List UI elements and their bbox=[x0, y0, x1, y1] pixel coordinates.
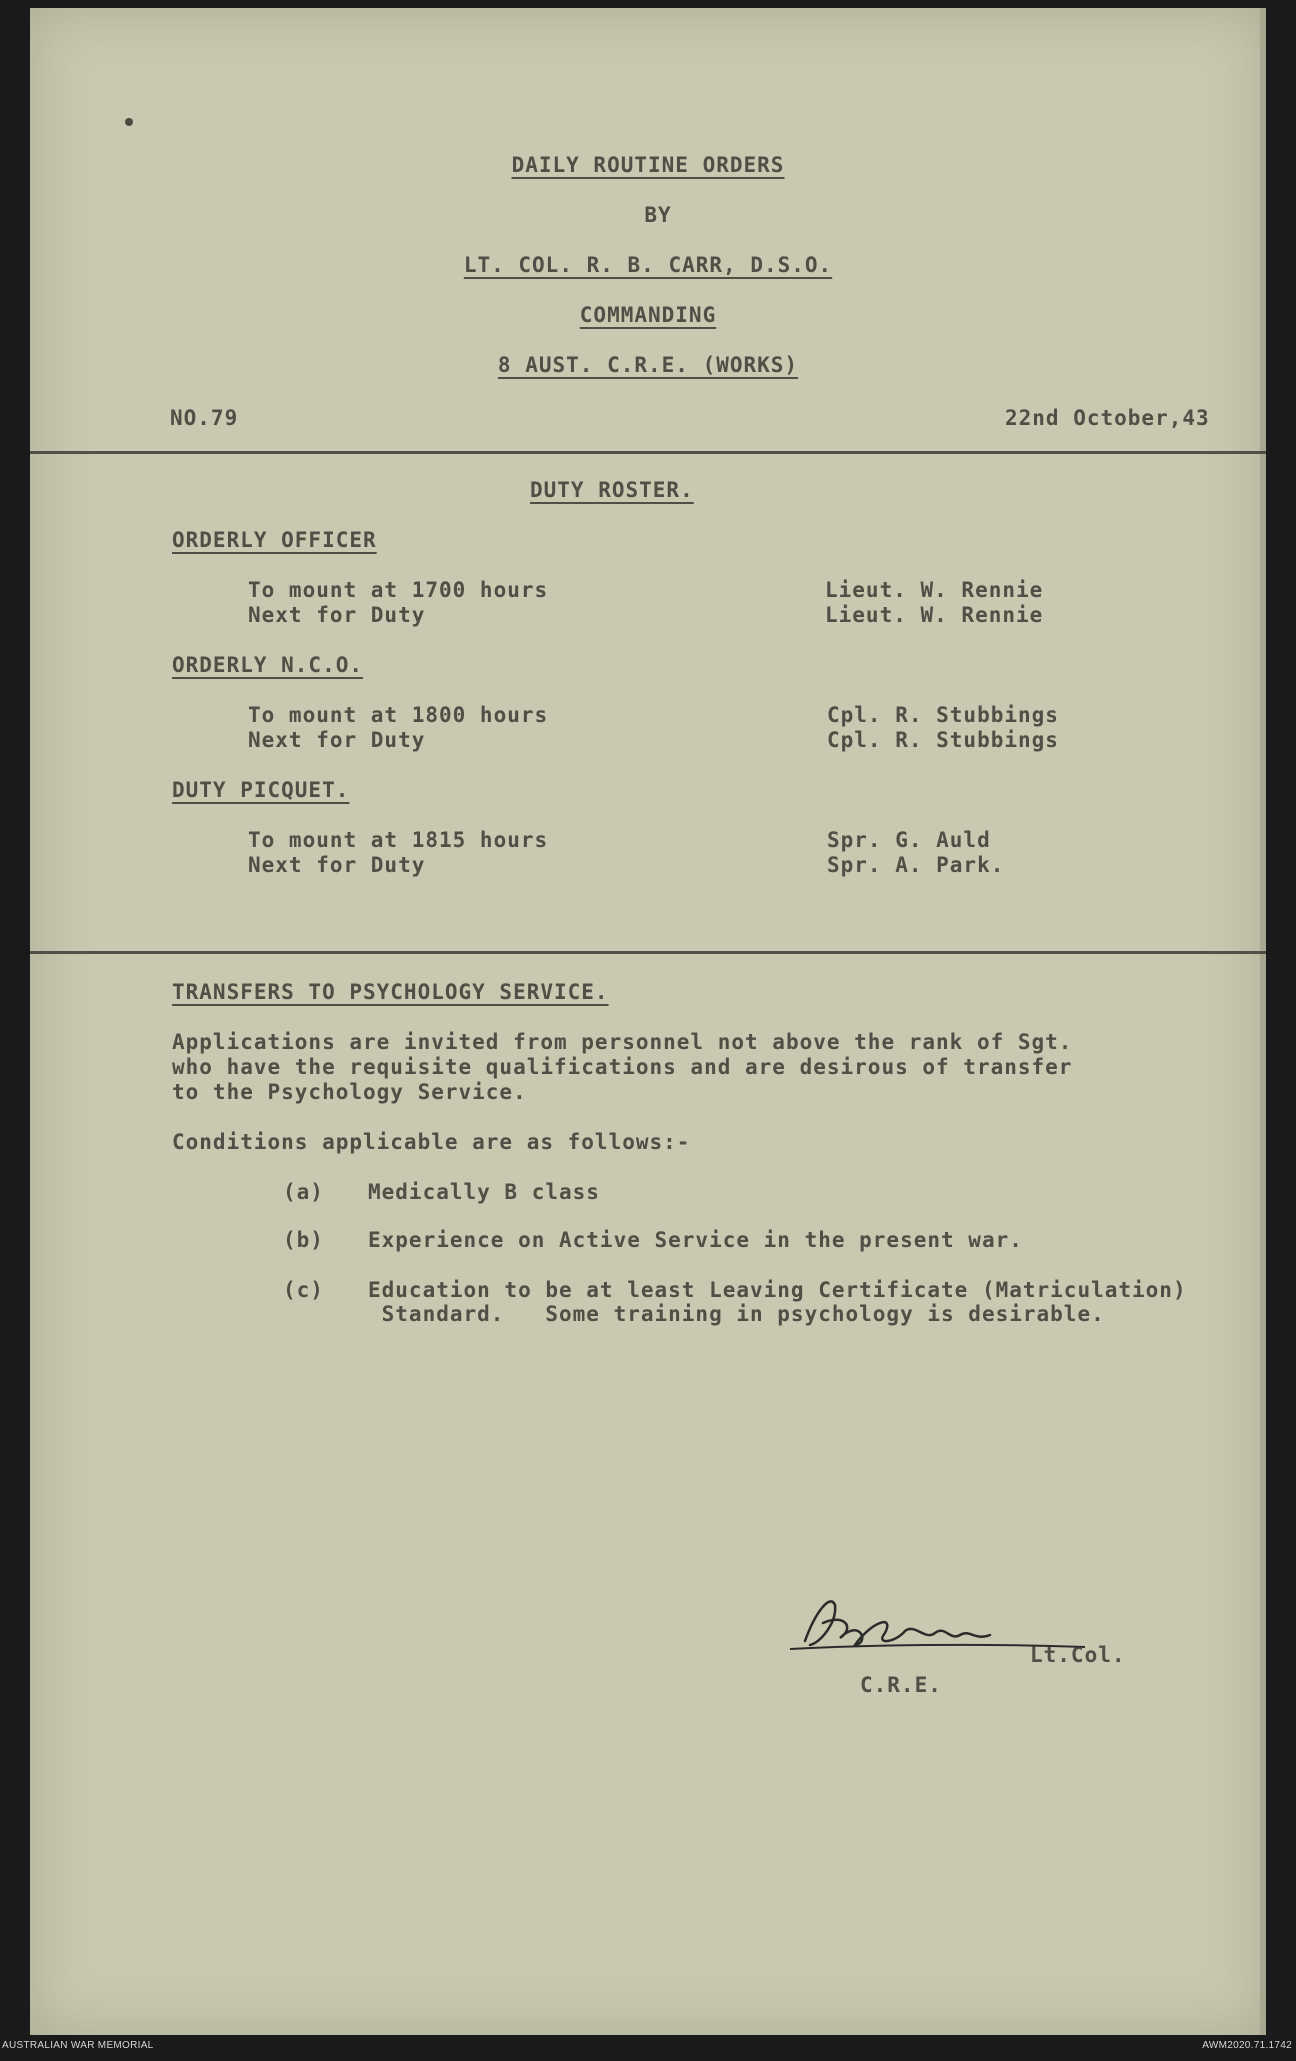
condition-text: Medically B class bbox=[368, 1180, 600, 1204]
duty-roster-title: DUTY ROSTER. bbox=[530, 478, 694, 502]
signatory-rank: Lt.Col. bbox=[1030, 1643, 1126, 1667]
unit-name: 8 AUST. C.R.E. (WORKS) bbox=[497, 353, 799, 377]
by-line: BY bbox=[644, 203, 672, 227]
section-divider bbox=[30, 451, 1266, 454]
roster-name: Cpl. R. Stubbings bbox=[827, 728, 1059, 752]
paragraph-line: Applications are invited from personnel not above the rank of Sgt. bbox=[172, 1030, 1073, 1054]
roster-name: Spr. A. Park. bbox=[827, 853, 1005, 877]
roster-label: To mount at 1815 hours bbox=[248, 828, 549, 852]
order-number: NO.79 bbox=[170, 406, 239, 430]
roster-label: Next for Duty bbox=[248, 853, 426, 877]
document-title: DAILY ROUTINE ORDERS bbox=[511, 153, 785, 177]
signatory-title: C.R.E. bbox=[860, 1673, 942, 1697]
commanding-line: COMMANDING bbox=[579, 303, 717, 327]
order-date: 22nd October,43 bbox=[1005, 406, 1210, 430]
condition-text: Education to be at least Leaving Certificate (Matriculation) bbox=[368, 1278, 1187, 1302]
paragraph-line: who have the requisite qualifications and are desirous of transfer bbox=[172, 1055, 1073, 1079]
roster-name: Lieut. W. Rennie bbox=[825, 603, 1044, 627]
roster-label: To mount at 1800 hours bbox=[248, 703, 549, 727]
roster-label: To mount at 1700 hours bbox=[248, 578, 549, 602]
roster-name: Spr. G. Auld bbox=[827, 828, 991, 852]
roster-label: Next for Duty bbox=[248, 603, 426, 627]
roster-name: Cpl. R. Stubbings bbox=[827, 703, 1059, 727]
condition-marker: (a) bbox=[283, 1180, 324, 1204]
section-heading: DUTY PICQUET. bbox=[172, 778, 350, 802]
section-heading: ORDERLY N.C.O. bbox=[172, 653, 364, 677]
condition-marker: (b) bbox=[283, 1228, 324, 1252]
officer-name: LT. COL. R. B. CARR, D.S.O. bbox=[463, 253, 833, 277]
condition-text: Standard. Some training in psychology is desirable. bbox=[368, 1302, 1105, 1326]
conditions-intro: Conditions applicable are as follows:- bbox=[172, 1130, 691, 1154]
condition-text: Experience on Active Service in the present war. bbox=[368, 1228, 1023, 1252]
punch-mark bbox=[125, 118, 133, 126]
condition-marker: (c) bbox=[283, 1278, 324, 1302]
section-divider bbox=[30, 951, 1266, 954]
archive-reference: AWM2020.71.1742 bbox=[1202, 2040, 1292, 2051]
archive-credit: AUSTRALIAN WAR MEMORIAL bbox=[2, 2040, 154, 2051]
paragraph-line: to the Psychology Service. bbox=[172, 1080, 527, 1104]
transfers-title: TRANSFERS TO PSYCHOLOGY SERVICE. bbox=[172, 980, 609, 1004]
section-heading: ORDERLY OFFICER bbox=[172, 528, 377, 552]
roster-label: Next for Duty bbox=[248, 728, 426, 752]
roster-name: Lieut. W. Rennie bbox=[825, 578, 1044, 602]
document-page bbox=[30, 8, 1266, 2035]
